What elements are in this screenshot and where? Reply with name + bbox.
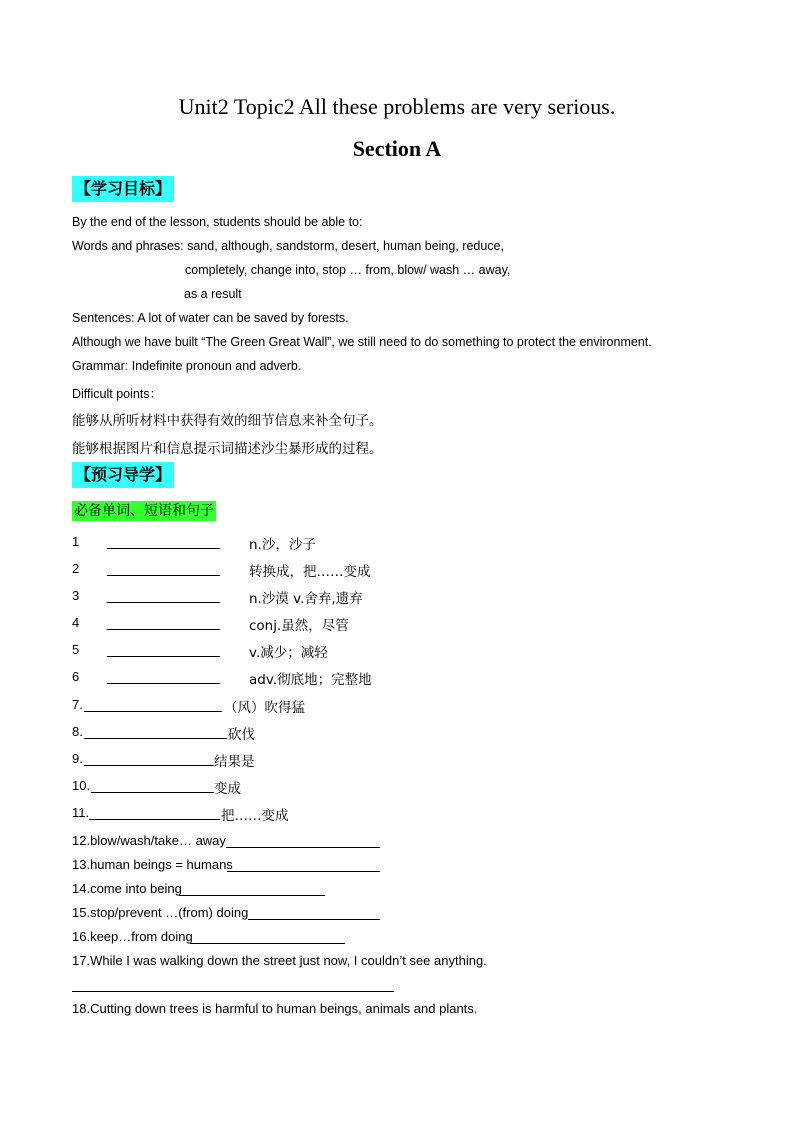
answer-blank[interactable] [91,778,214,793]
item-meaning: n.沙，沙子 [249,537,316,553]
item-number: 5 [72,642,80,657]
item-number: 2 [72,561,80,576]
item-meaning: conj.虽然，尽管 [249,618,349,634]
answer-blank[interactable] [72,977,394,992]
item-meaning: 结果是 [214,754,255,770]
objectives-label: 【学习目标】 [72,176,174,202]
phrase-text: 12.blow/wash/take… away [72,833,226,848]
answer-blank[interactable] [107,642,220,657]
objective-line: 能够从所听材料中获得有效的细节信息来补全句子。 [72,413,383,429]
item-number: 1 [72,534,80,549]
objective-line: as a result [184,287,242,301]
item-number: 4 [72,615,80,630]
item-meaning: 转换成，把……变成 [249,564,371,580]
item-number: 11. [72,805,90,820]
item-number: 8. [72,724,83,739]
answer-blank[interactable] [84,751,214,766]
sentence-item: 17.While I was walking down the street just now, I couldn’t see anything. [72,953,487,968]
item-meaning: 变成 [214,781,241,797]
item-number: 6 [72,669,80,684]
answer-blank[interactable] [107,534,220,549]
objective-line: Words and phrases: sand, although, sandstorm, desert, human being, reduce, [72,239,504,253]
answer-blank[interactable] [84,697,222,712]
answer-blank[interactable] [107,615,220,630]
vocab-label: 必备单词、短语和句子 [74,503,214,519]
answer-blank[interactable] [227,857,380,872]
phrase-text: 15.stop/prevent …(from) doing [72,905,249,920]
phrase-text: 16.keep…from doing [72,929,193,944]
answer-blank[interactable] [107,561,220,576]
objective-line: 能够根据图片和信息提示词描述沙尘暴形成的过程。 [72,441,383,457]
item-number: 9. [72,751,83,766]
item-number: 10. [72,778,91,793]
item-meaning: n.沙漠 v.舍弃,遗弃 [249,591,363,607]
answer-blank[interactable] [107,669,220,684]
item-meaning: 砍伐 [228,727,255,743]
item-meaning: （风）吹得猛 [224,700,305,716]
section-title: Section A [352,136,442,161]
objective-line: Although we have built “The Green Great Wall”, we still need to do something to protect the environment. [72,335,652,349]
phrase-text: 14.come into being [72,881,182,896]
answer-blank[interactable] [226,833,380,848]
answer-blank[interactable] [89,805,220,820]
sentence-item: 18.Cutting down trees is harmful to human beings, animals and plants. [72,1001,478,1016]
answer-blank[interactable] [107,588,220,603]
item-meaning: adv.彻底地；完整地 [249,672,372,688]
objective-line: Grammar: Indefinite pronoun and adverb. [72,359,302,373]
item-number: 3 [72,588,80,603]
answer-blank[interactable] [248,905,380,920]
objective-line: completely, change into, stop … from, blow/ wash … away, [185,263,511,277]
item-meaning: v.减少；减轻 [249,645,328,661]
answer-blank[interactable] [190,929,345,944]
answer-blank[interactable] [84,724,227,739]
preview-label: 【预习导学】 [72,462,174,488]
objective-line: Difficult points： [72,387,163,401]
item-meaning: 把……变成 [221,808,289,824]
objective-line: Sentences: A lot of water can be saved by forests. [72,311,349,325]
page-title: Unit2 Topic2 All these problems are very serious. [178,94,616,119]
phrase-text: 13.human beings = humans [72,857,233,872]
item-number: 7. [72,697,83,712]
answer-blank[interactable] [179,881,325,896]
objective-line: By the end of the lesson, students should be able to: [72,215,363,229]
